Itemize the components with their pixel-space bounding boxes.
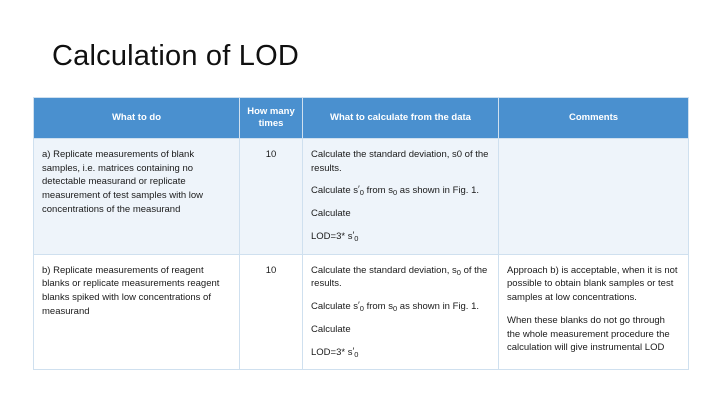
calc-step: Calculate $s'_0$ from $s_0$ as shown in Fig. 1.: [311, 300, 480, 314]
cell-what-to-calculate: [303, 138, 499, 254]
table-row: [34, 138, 689, 254]
calc-step: LOD=3* $s'_0$: [311, 345, 359, 359]
cell-what-to-do: b) Replicate measurements of reagent blanks or replicate measurements reagent blanks spiked with low concentrations of measurand: [34, 254, 240, 370]
table-row: [34, 254, 689, 370]
column-header-comments: Comments: [499, 98, 689, 139]
column-header-what-to-do: What to do: [34, 98, 240, 139]
page-title: Calculation of LOD: [52, 40, 299, 72]
calc-step: LOD=3* $s'_0$: [311, 229, 359, 243]
column-header-how-many-times: How many times: [240, 98, 303, 139]
cell-what-to-do: a) Replicate measurements of blank samples, i.e. matrices containing no detectable measurand or replicate measurement of test samples with low concentrations of the measurand: [34, 138, 240, 254]
comment-paragraph: When these blanks do not go through the whole measurement procedure the calculation will give instrumental LOD: [507, 314, 670, 354]
calc-step: Calculate $s'_0$ from $s_0$ as shown in Fig. 1.: [311, 184, 480, 198]
cell-what-to-calculate: [303, 254, 499, 370]
cell-how-many-times: 10: [240, 138, 303, 254]
comment-paragraph: Approach b) is acceptable, when it is not possible to obtain blank samples or test samples at low concentrations.: [507, 264, 678, 304]
lod-table-container: [33, 97, 688, 370]
cell-comments: [499, 138, 689, 254]
table-header-row: [34, 98, 689, 139]
calc-step: Calculate: [311, 323, 351, 335]
cell-comments: [499, 254, 689, 370]
cell-how-many-times: 10: [240, 254, 303, 370]
column-header-what-to-calculate: What to calculate from the data: [303, 98, 499, 139]
lod-table: [33, 97, 689, 370]
calc-step: Calculate the standard deviation, $s_0$ of the results.: [311, 264, 488, 290]
calc-step: Calculate the standard deviation, s0 of the results.: [311, 148, 489, 174]
calc-step: Calculate: [311, 208, 351, 220]
